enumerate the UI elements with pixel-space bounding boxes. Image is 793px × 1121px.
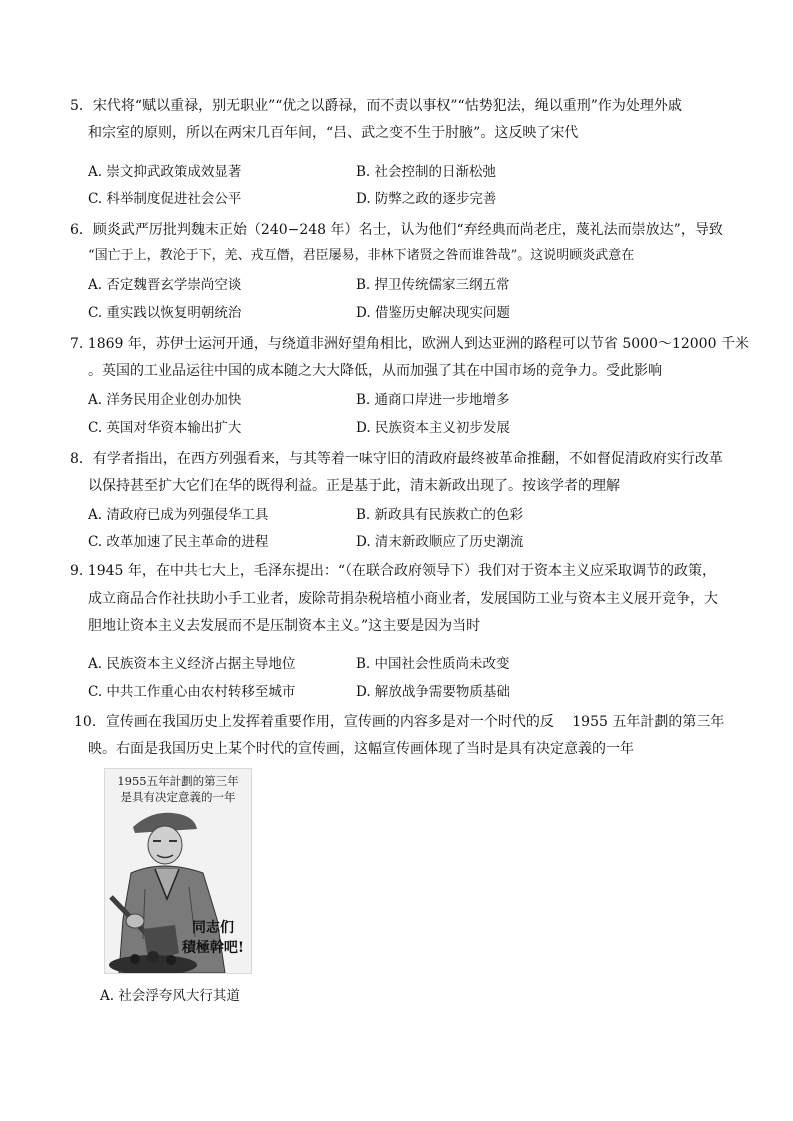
question-6-stem-line-2: “国亡于上，教沦于下，羌、戎互僭，君臣屡易，非林下诸贤之咎而谁咎哉”。这说明顾炎武意在 (88, 248, 635, 263)
question-5-stem-line-1: 5．宋代将“赋以重禄，别无职业”“优之以爵禄，而不责以事权”“怙势犯法，绳以重刑”作为处理外戚 (70, 98, 682, 114)
question-5-option-a: A. 崇文抑武政策成效显著 (88, 164, 242, 180)
question-9-option-c: C. 中共工作重心由农村转移至城市 (88, 684, 296, 700)
question-7-option-b: B. 通商口岸进一步地增多 (356, 392, 510, 408)
question-9-stem-line-1: 9. 1945 年，在中共七大上，毛泽东提出：“（在联合政府领导下）我们对于资本主义应采取调节的政策， (70, 563, 717, 579)
question-9-stem-line-3: 胆地让资本主义去发展而不是压制资本主义。”这主要是因为当时 (88, 618, 481, 634)
question-8-option-d: D. 清末新政顺应了历史潮流 (356, 534, 524, 550)
question-6-option-c: C. 重实践以恢复明朝统治 (88, 305, 242, 321)
question-5-option-c: C. 科举制度促进社会公平 (88, 191, 242, 207)
propaganda-poster (104, 768, 252, 974)
question-9-option-b: B. 中国社会性质尚未改变 (356, 656, 510, 672)
question-10-stem-line-2: 映。右面是我国历史上某个时代的宣传画，这幅宣传画体现了当时是具有决定意義的一年 (88, 741, 634, 757)
question-8-stem-line-1: 8．有学者指出，在西方列强看来，与其等着一味守旧的清政府最终被革命推翻，不如督促清政府实行改革 (70, 451, 723, 467)
poster-slogan-line-1: 同志们 (192, 920, 234, 936)
question-8-stem-line-2: 以保持甚至扩大它们在华的既得利益。正是基于此，清末新政出现了。按该学者的理解 (88, 478, 620, 494)
question-6-option-a: A. 否定魏晋玄学崇尚空谈 (88, 277, 242, 293)
question-6-option-b: B. 捍卫传统儒家三纲五常 (356, 277, 510, 293)
question-7-option-d: D. 民族资本主义初步发展 (356, 420, 510, 436)
question-7-option-a: A. 洋务民用企业创办加快 (88, 392, 242, 408)
question-10-option-a: A. 社会浮夸风大行其道 (100, 988, 240, 1004)
question-8-option-a: A. 清政府已成为列强侵华工具 (88, 507, 269, 523)
question-7-stem-line-1: 7. 1869 年，苏伊士运河开通，与绕道非洲好望角相比，欧洲人到达亚洲的路程可以节省 5000～12000 千米 (70, 336, 749, 352)
question-5-stem-line-2: 和宗室的原则，所以在两宋几百年间，“吕、武之变不生于肘腋”。这反映了宋代 (88, 125, 579, 141)
question-9-option-d: D. 解放战争需要物质基础 (356, 684, 510, 700)
question-7-option-c: C. 英国对华资本输出扩大 (88, 420, 242, 436)
poster-caption-line-2: 是具有决定意義的一年 (120, 790, 236, 804)
question-9-option-a: A. 民族资本主义经济占据主导地位 (88, 656, 296, 672)
question-5-option-b: B. 社会控制的日渐松弛 (356, 164, 497, 180)
question-6-stem-line-1: 6．顾炎武严厉批判魏末正始（240−248 年）名士，认为他们“弃经典而尚老庄，蔑礼法而崇放达”，导致 (70, 222, 723, 238)
question-8-option-b: B. 新政具有民族救亡的色彩 (356, 507, 524, 523)
question-7-stem-line-2: 。英国的工业品运往中国的成本随之大大降低，从而加强了其在中国市场的竞争力。受此影响 (88, 363, 662, 379)
question-5-option-d: D. 防弊之政的逐步完善 (356, 191, 497, 207)
poster-caption-line-1: 1955五年計劃的第三年 (117, 774, 239, 788)
question-10-stem-line-1: 10．宣传画在我国历史上发挥着重要作用，宣传画的内容多是对一个时代的反 1955 五年計劃的第三年 (74, 714, 725, 730)
question-8-option-c: C. 改革加速了民主革命的进程 (88, 534, 269, 550)
poster-slogan-line-2: 積極幹吧! (181, 940, 245, 956)
question-6-option-d: D. 借鉴历史解决现实问题 (356, 305, 510, 321)
question-9-stem-line-2: 成立商品合作社扶助小手工业者，废除苛捐杂税培植小商业者，发展国防工业与资本主义展开竞争，大 (88, 591, 718, 607)
